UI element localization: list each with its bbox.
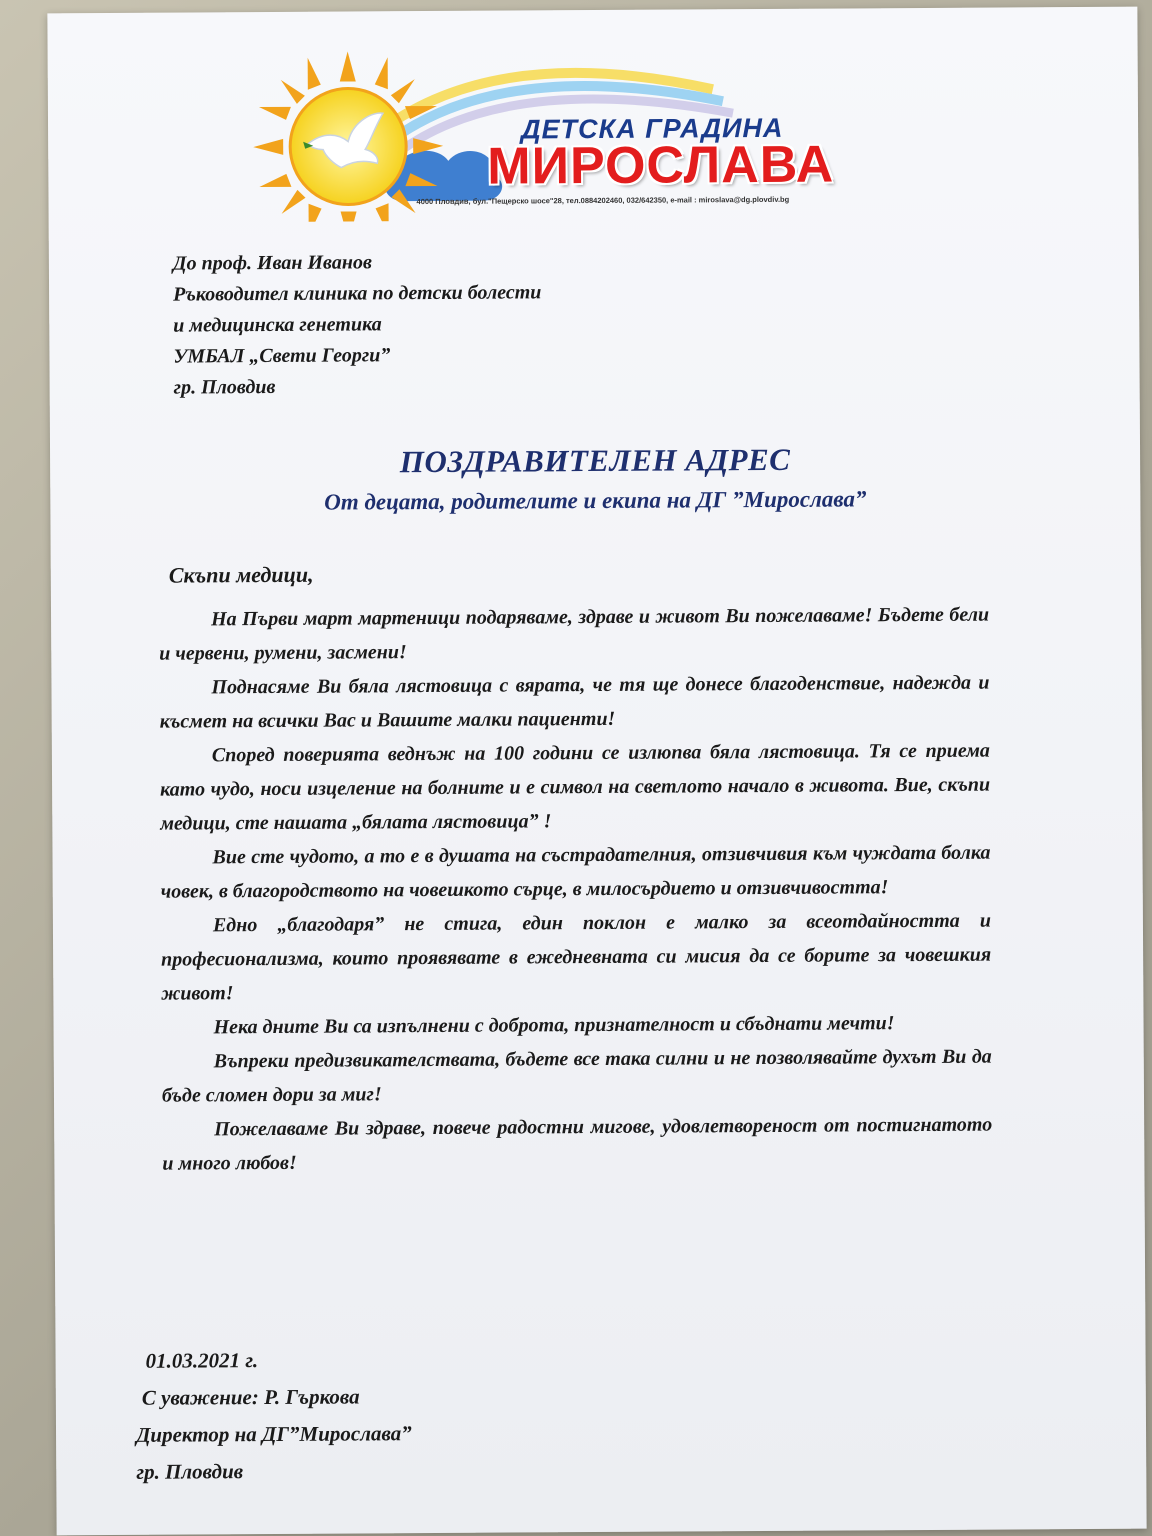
document-subtitle: От децата, родителите и екипа на ДГ ”Мирослава”: [324, 486, 867, 515]
body-paragraph: На Първи март мартеници подаряваме, здраве и живот Ви пожелаваме! Бъдете бели и червени, румени, засмени!: [159, 603, 990, 665]
signature-regards: С уважение: Р. Гъркова: [141, 1384, 360, 1410]
letter-date: 01.03.2021 г.: [145, 1348, 259, 1373]
recipient-address: [173, 246, 542, 403]
body-paragraph: Вие сте чудото, а то е в душата на състрадателния, отзивчивия към чуждата болка човек, в благородството на човешкото сърце, в милосърдието и отзивчивостта!: [160, 841, 991, 903]
kindergarten-logo: [253, 48, 914, 222]
body-paragraph: Пожелаваме Ви здраве, повече радостни мигове, удовлетвореност от постигнатото и много любов!: [162, 1113, 993, 1175]
recipient-line: До проф. Иван Иванов: [172, 251, 372, 275]
logo-name: МИРОСЛАВА: [487, 135, 835, 196]
salutation: Скъпи медици,: [168, 561, 314, 588]
body-paragraph: Нека дните Ви са изпълнени с доброта, признателност и сбъднати мечти!: [213, 1012, 895, 1039]
body-paragraph: Въпреки предизвикателствата, бъдете все така силни и не позволявайте духът Ви да бъде сломен дори за миг!: [161, 1045, 992, 1107]
logo-subtitle: ДЕТСКА ГРАДИНА: [520, 112, 784, 145]
letter-page: [47, 7, 1146, 1536]
signature-block: [135, 1341, 412, 1491]
body-paragraph: Едно „благодаря” не стига, един поклон е малко за всеотдайността и професионализма, които проявявате в ежедневната си мисия да се борите за човешкия живот!: [161, 909, 992, 1005]
recipient-line: и медицинска генетика: [173, 313, 382, 337]
body-paragraph: Според поверията веднъж на 100 години се излюпва бяла лястовица. Тя се приема като чудо, носи изцеление на болните и е символ на светлото начало в живота. Вие, скъпи медици, сте нашата „бялата лястовица” !: [160, 739, 991, 835]
logo-contact-line: 4000 Пловдив, бул."Пещерско шосе"28, тел.0884202460, 032/642350, e-mail : miroslava@dg.plovdiv.bg: [416, 194, 790, 207]
body-paragraph: Поднасяме Ви бяла лястовица с вярата, че тя ще донесе благоденствие, надежда и късмет на всички Вас и Вашите малки пациенти!: [159, 671, 990, 733]
signature-position: Директор на ДГ”Мирослава”: [135, 1421, 412, 1447]
recipient-line: гр. Пловдив: [173, 375, 276, 399]
signature-city: гр. Пловдив: [136, 1459, 244, 1484]
letter-body: [159, 598, 993, 1181]
recipient-line: Ръководител клиника по детски болести: [173, 281, 542, 306]
recipient-line: УМБАЛ „Свети Георги”: [173, 344, 391, 368]
document-title: ПОЗДРАВИТЕЛЕН АДРЕС: [399, 441, 791, 480]
